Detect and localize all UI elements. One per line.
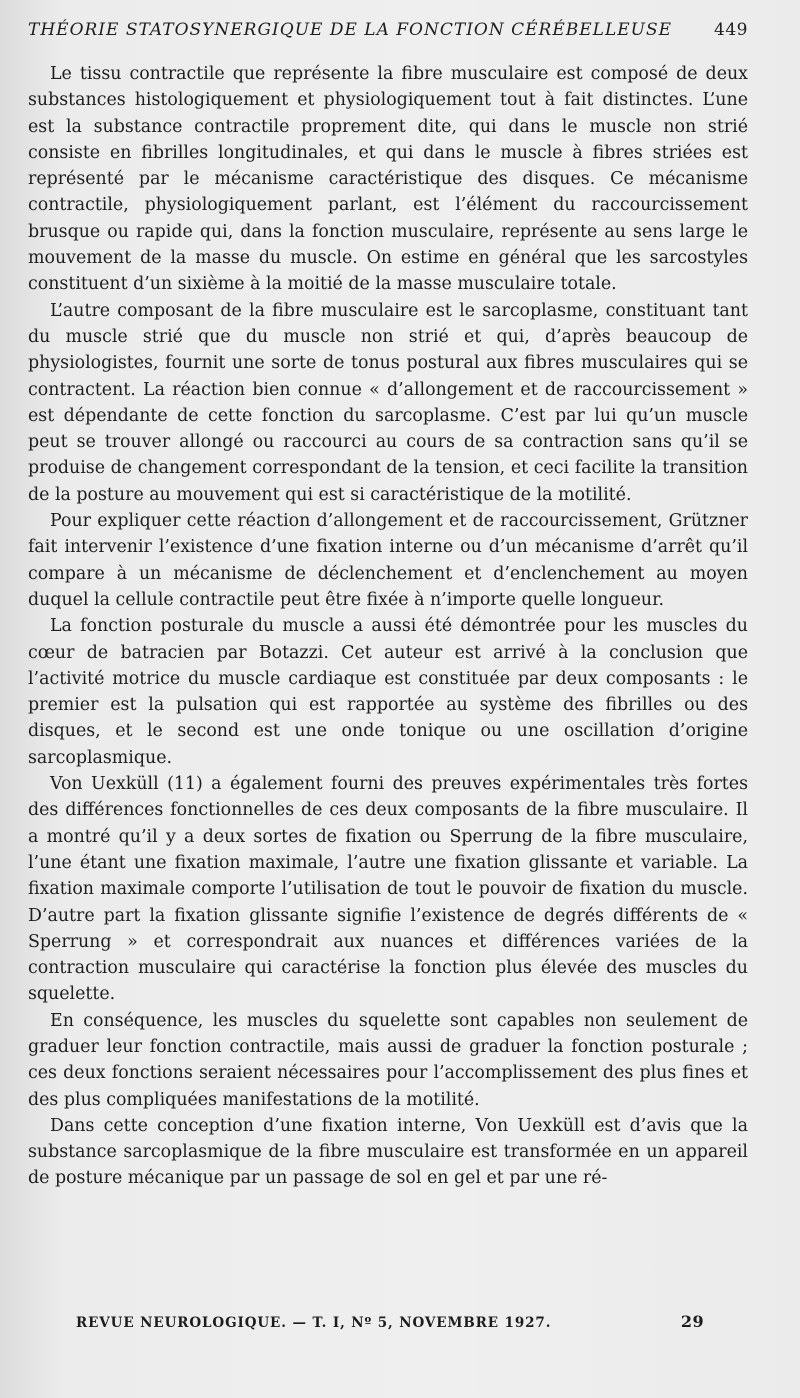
body-text <box>28 61 748 1192</box>
paragraph: L’autre composant de la fibre musculaire est le sarcoplasme, constituant tant du muscle strié que du muscle non strié et qui, d’après beaucoup de physiologistes, fournit une sorte de tonus postural aux fibres musculaires qui se contractent. La réaction bien connue « d’allongement et de raccourcissement » est dépendante de cette fonction du sarcoplasme. C’est par lui qu’un muscle peut se trouver allongé ou raccourci au cours de sa contraction sans qu’il se produise de changement correspondant de la tension, et ceci facilite la transition de la posture au mouvement qui est si caractéristique de la motilité. <box>28 300 748 505</box>
page-footer <box>76 1312 704 1331</box>
running-header <box>28 20 748 50</box>
paragraph: La fonction posturale du muscle a aussi été démontrée pour les muscles du cœur de batracien par Botazzi. Cet auteur est arrivé à la conclusion que l’activité motrice du muscle cardiaque est constituée par deux composants : le premier est la pulsation qui est rapportée au système des fibrilles ou des disques, et le second est une onde tonique ou une oscillation d’origine sarcoplasmique. <box>28 616 748 768</box>
journal-line: REVUE NEUROLOGIQUE. — T. I, Nº 5, NOVEMBRE 1927. <box>76 1315 552 1331</box>
paragraph: Pour expliquer cette réaction d’allongement et de raccourcissement, Grützner fait intervenir l’existence d’une fixation interne ou d’un mécanisme d’arrêt qu’il compare à un mécanisme de déclenchement et d’enclenchement au moyen duquel la cellule contractile peut être fixée à n’importe quelle longueur. <box>28 511 748 610</box>
running-title: THÉORIE STATOSYNERGIQUE DE LA FONCTION CÉRÉBELLEUSE <box>28 20 673 40</box>
signature-mark: 29 <box>680 1312 704 1331</box>
paragraph: Le tissu contractile que représente la fibre musculaire est composé de deux substances histologiquement et physiologiquement tout à fait distinctes. L’une est la substance contractile proprement dite, qui dans le muscle non strié consiste en fibrilles longitudinales, et qui dans le muscle à fibres striées est représenté par le mécanisme caractéristique des disques. Ce mécanisme contractile, physiologiquement parlant, est l’élément du raccourcissement brusque ou rapide qui, dans la fonction musculaire, représente au sens large le mouvement de la masse du muscle. On estime en général que les sarcostyles constituent d’un sixième à la moitié de la masse musculaire totale. <box>28 64 748 295</box>
paragraph: Von Uexküll (11) a également fourni des preuves expérimentales très fortes des différences fonctionnelles de ces deux composants de la fibre musculaire. Il a montré qu’il y a deux sortes de fixation ou Sperrung de la fibre musculaire, l’une étant une fixation maximale, l’autre une fixation glissante et variable. La fixation maximale comporte l’utilisation de tout le pouvoir de fixation du muscle. D’autre part la fixation glissante signifie l’existence de degrés différents de « Sperrung » et correspondrait aux nuances et différences variées de la contraction musculaire qui caractérise la fonction plus élevée des muscles du squelette. <box>28 774 748 1005</box>
paragraph: En conséquence, les muscles du squelette sont capables non seulement de graduer leur fonction contractile, mais aussi de graduer la fonction posturale ; ces deux fonctions seraient nécessaires pour l’accomplissement des plus fines et des plus compliquées manifestations de la motilité. <box>28 1010 748 1110</box>
paragraph: Dans cette conception d’une fixation interne, Von Uexküll est d’avis que la substance sarcoplasmique de la fibre musculaire est transformée en un appareil de posture mécanique par un passage de sol en gel et par une ré- <box>28 1115 748 1189</box>
page-number: 449 <box>714 20 748 40</box>
